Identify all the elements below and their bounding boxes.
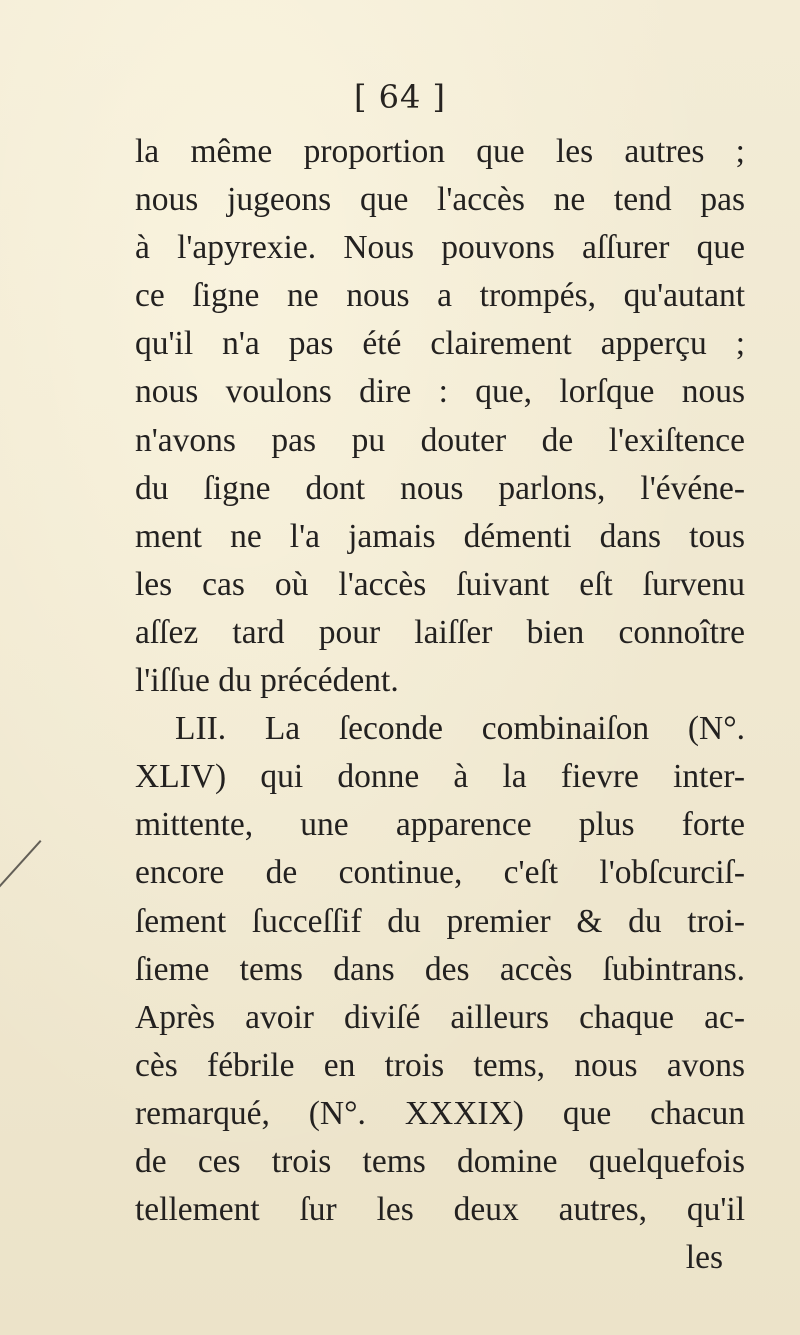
text-line: la même proportion que les autres ; xyxy=(135,133,745,170)
text-line: XLIV) qui donne à la fievre inter- xyxy=(135,758,745,796)
body-text xyxy=(135,128,745,1282)
text-line: l'iſſue du précédent. xyxy=(135,662,399,700)
text-line: Après avoir diviſé ailleurs chaque ac- xyxy=(135,998,745,1036)
page-number: [ 64 ] xyxy=(353,78,447,116)
text-line: nous jugeons que l'accès ne tend pas xyxy=(135,181,745,219)
text-line: ment ne l'a jamais démenti dans tous xyxy=(135,517,745,555)
catchword: les xyxy=(685,1239,723,1277)
text-line: ce ſigne ne nous a trompés, qu'autant xyxy=(135,277,745,315)
text-line: de ces trois tems domine quelquefois xyxy=(135,1142,745,1180)
text-line: les cas où l'accès ſuivant eſt ſurvenu xyxy=(135,565,745,603)
text-line: du ſigne dont nous parlons, l'événe- xyxy=(135,469,745,507)
paragraph-start-line: LII. La ſeconde combinaiſon (N°. xyxy=(175,710,745,748)
text-line: cès fébrile en trois tems, nous avons xyxy=(135,1046,745,1084)
text-line: aſſez tard pour laiſſer bien connoître xyxy=(135,613,745,651)
text-line: remarqué, (N°. XXXIX) que chacun xyxy=(135,1094,745,1132)
text-line: ſement ſucceſſif du premier & du troi- xyxy=(135,902,745,940)
text-line: tellement ſur les deux autres, qu'il xyxy=(135,1191,745,1229)
text-line: n'avons pas pu douter de l'exiſtence xyxy=(135,421,745,459)
text-line: nous voulons dire : que, lorſque nous xyxy=(135,373,745,411)
text-line: à l'apyrexie. Nous pouvons aſſurer que xyxy=(135,229,745,267)
margin-mark xyxy=(0,840,41,895)
text-line: qu'il n'a pas été clairement apperçu ; xyxy=(135,325,745,363)
text-line: encore de continue, c'eſt l'obſcurciſ- xyxy=(135,854,745,892)
text-line: mittente, une apparence plus forte xyxy=(135,806,745,844)
text-line: ſieme tems dans des accès ſubintrans. xyxy=(135,950,745,988)
